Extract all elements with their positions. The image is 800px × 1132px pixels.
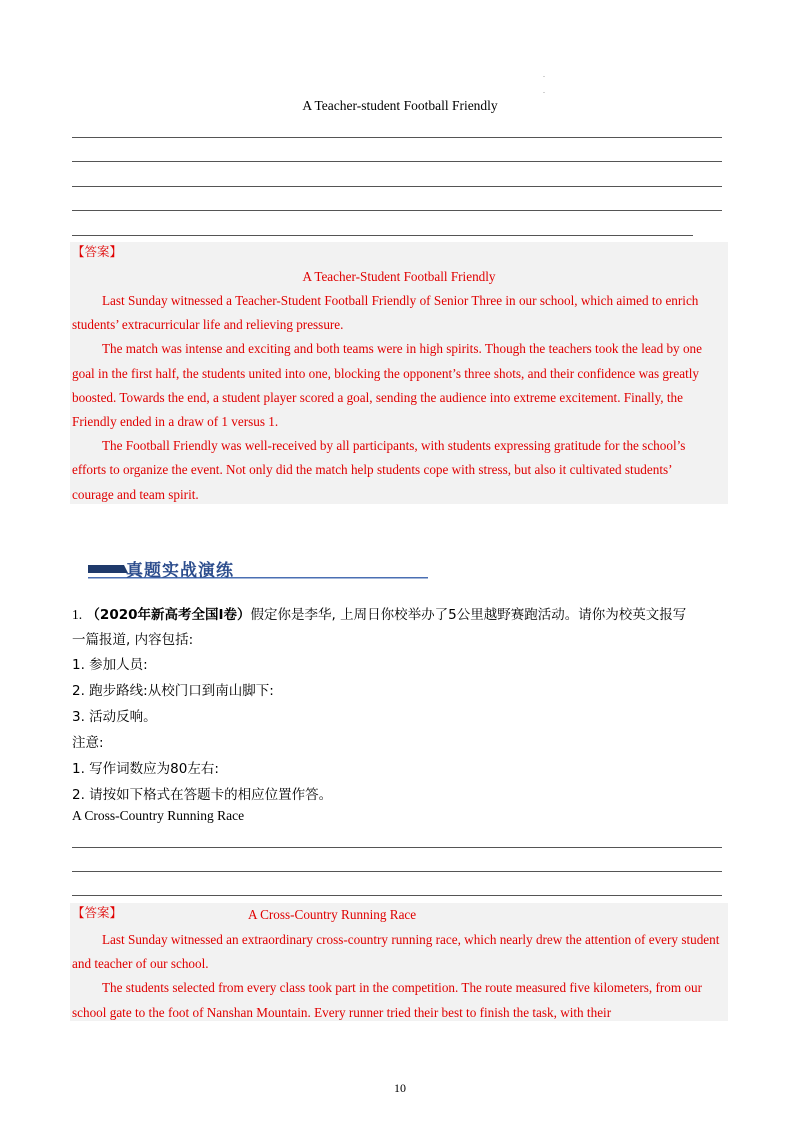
answer-paragraph: Last Sunday witnessed a Teacher-Student Football Friendly of Senior Three in our school, which aimed to enrich students’ extracurricular life and relieving pressure.	[72, 293, 699, 333]
question-prompt: 假定你是李华, 上周日你校举办了5公里越野赛跑活动。请你为校英文报写	[250, 607, 687, 623]
banner-title: 真题实战演练	[126, 561, 234, 581]
section-banner	[88, 556, 428, 580]
answer-body	[72, 928, 722, 1025]
writing-line	[72, 895, 722, 896]
answer-body	[72, 289, 712, 507]
requirement-item: 1. 参加人员:	[72, 657, 148, 673]
writing-line	[72, 871, 722, 872]
answer-label: 【答案】	[72, 905, 123, 920]
question-number: 1.	[72, 607, 83, 622]
writing-line	[72, 847, 722, 848]
answer-label: 【答案】	[72, 244, 123, 259]
page-number: 10	[394, 1081, 406, 1095]
writing-line	[72, 137, 722, 138]
note-item: 1. 写作词数应为80左右:	[72, 761, 219, 777]
answer-paragraph: The match was intense and exciting and both teams were in high spirits. Though the teachers took the lead by one goal in the first half, the students united into one, blocking the opponent’s three shots, and their confidence was greatly boosted. Towards the end, a student player scored a goal, sending the audience into extreme excitement. Finally, the Friendly ended in a draw of 1 versus 1.	[72, 341, 702, 430]
essay-title-2: A Cross-Country Running Race	[72, 808, 245, 823]
writing-line	[72, 210, 722, 211]
answer-paragraph: The Football Friendly was well-received by all participants, with students expressing gratitude for the school’s efforts to organize the event. Not only did the match help students cope with stress, but also it cultivated students’ courage and team spirit.	[72, 438, 686, 502]
stray-mark: .	[543, 86, 545, 95]
writing-line	[72, 186, 722, 187]
requirement-item: 2. 跑步路线:从校门口到南山脚下:	[72, 683, 274, 699]
note-item: 2. 请按如下格式在答题卡的相应位置作答。	[72, 787, 333, 803]
writing-line	[72, 235, 693, 236]
question-prompt-cont: 一篇报道, 内容包括:	[72, 632, 194, 648]
answer-title: A Teacher-Student Football Friendly	[302, 269, 496, 284]
essay-title-1: A Teacher-student Football Friendly	[302, 98, 498, 113]
note-label: 注意:	[72, 735, 104, 751]
answer-box-1	[70, 242, 728, 504]
writing-line	[72, 161, 722, 162]
question-source: （2020年新高考全国Ⅰ卷）	[86, 607, 251, 623]
answer-paragraph: The students selected from every class took part in the competition. The route measured five kilometers, from our school gate to the foot of Nanshan Mountain. Every runner tried their best to finish the task, with their	[72, 980, 702, 1020]
stray-mark: .	[543, 70, 545, 79]
question-line-1	[72, 603, 686, 623]
answer-paragraph: Last Sunday witnessed an extraordinary cross-country running race, which nearly drew the attention of every student and teacher of our school.	[72, 932, 720, 972]
answer-box-2	[70, 903, 728, 1021]
requirement-item: 3. 活动反响。	[72, 709, 157, 725]
answer-title: A Cross-Country Running Race	[248, 907, 417, 922]
